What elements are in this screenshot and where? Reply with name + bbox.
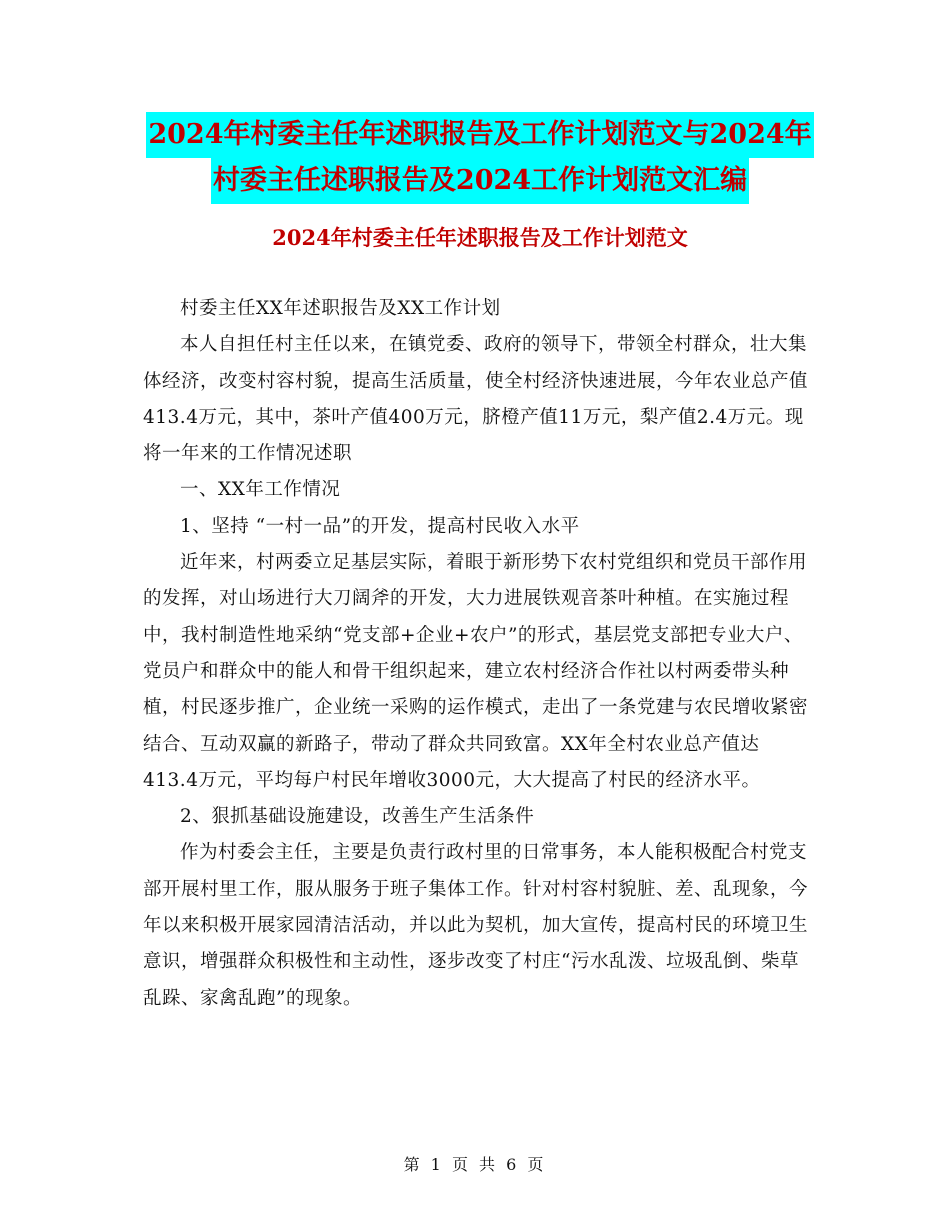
section-title: 2024年村委主任年述职报告及工作计划范文: [272, 225, 688, 250]
body-paragraph-2: 作为村委会主任，主要是负责行政村里的日常事务，本人能积极配合村党支部开展村里工作，服从服务于班子集体工作。针对村容村貌脏、差、乱现象，今年以来积极开展家园清洁活动，并以此为契机，加大宣传，提高村民的环境卫生意识，增强群众积极性和主动性，逐步改变了村庄“污水乱泼、垃圾乱倒、柴草乱跺、家禽乱跑”的现象。: [143, 842, 809, 1009]
page-footer: 第 1 页 共 6 页: [403, 1155, 547, 1174]
body-paragraph-1: 近年来，村两委立足基层实际，着眼于新形势下农村党组织和党员干部作用的发挥，对山场进行大刀阔斧的开发，大力进展铁观音茶叶种植。在实施过程中，我村制造性地采纳“党支部+企业+农户”的形式，基层党支部把专业大户、党员户和群众中的能人和骨干组织起来，建立农村经济合作社以村两委带头种植，村民逐步推广，企业统一采购的运作模式，走出了一条党建与农民增收紧密结合、互动双赢的新路子，带动了群众共同致富。XX年全村农业总产值达413.4万元，平均每户村民年增收3000元，大大提高了村民的经济水平。: [143, 552, 809, 791]
document-title: [140, 112, 820, 204]
section-heading-work-status: 一、XX年工作情况: [180, 479, 341, 501]
document-body: [143, 291, 813, 1017]
title-line-1: 2024年村委主任年述职报告及工作计划范文与2024年: [146, 112, 813, 158]
subsection-heading-2: 2、狠抓基础设施建设，改善生产生活条件: [180, 806, 535, 828]
intro-paragraph: 本人自担任村主任以来，在镇党委、政府的领导下，带领全村群众，壮大集体经济，改变村容村貌，提高生活质量，使全村经济快速进展，今年农业总产值413.4万元，其中，茶叶产值400万元，脐橙产值11万元，梨产值2.4万元。现将一年来的工作情况述职: [143, 334, 809, 465]
report-heading: 村委主任XX年述职报告及XX工作计划: [180, 298, 501, 319]
title-line-2: 村委主任述职报告及2024工作计划范文汇编: [211, 158, 749, 204]
subsection-heading-1: 1、坚持 “一村一品”的开发，提高村民收入水平: [180, 515, 580, 537]
